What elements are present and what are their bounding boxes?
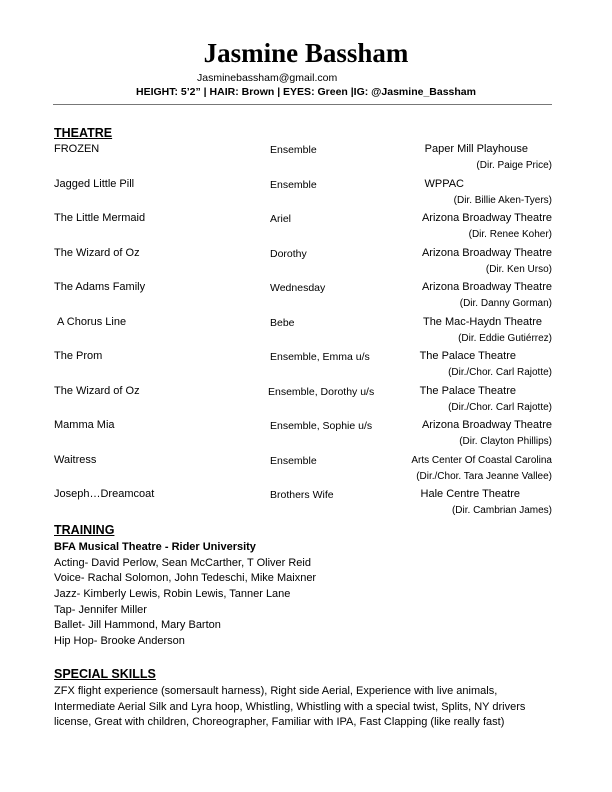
theatre-credit: [54, 281, 554, 315]
credit-director: (Dir. Billie Aken-Tyers): [453, 195, 552, 206]
theatre-credit: [54, 212, 554, 246]
email-address: Jasminebassham@gmail.com: [197, 72, 338, 84]
credit-venue: The Palace Theatre: [419, 350, 516, 362]
training-line: Ballet- Jill Hammond, Mary Barton: [54, 619, 221, 631]
training-line: Hip Hop- Brooke Anderson: [54, 635, 185, 647]
credit-venue: The Palace Theatre: [419, 385, 516, 397]
theatre-credit: [54, 454, 554, 488]
credit-director: (Dir. Danny Gorman): [459, 298, 552, 309]
credit-venue: Arizona Broadway Theatre: [421, 212, 552, 224]
credit-role: Wednesday: [270, 282, 326, 294]
credit-venue: The Mac-Haydn Theatre: [422, 316, 542, 328]
credit-show: Mamma Mia: [54, 419, 115, 431]
theatre-credit: [54, 316, 554, 350]
credit-role: Ensemble, Dorothy u/s: [268, 386, 375, 398]
credit-show: The Prom: [54, 350, 103, 362]
training-heading: TRAINING: [54, 523, 115, 537]
credit-director: (Dir. Ken Urso): [485, 264, 552, 275]
credit-role: Ensemble: [270, 179, 317, 191]
header-divider: [53, 104, 552, 105]
credit-role: Dorothy: [270, 248, 307, 260]
theatre-credit: [54, 247, 554, 281]
credit-role: Brothers Wife: [270, 489, 334, 501]
special-skills-heading: SPECIAL SKILLS: [54, 667, 156, 681]
credit-director: (Dir./Chor. Carl Rajotte): [448, 367, 552, 378]
theatre-credit: [54, 419, 554, 453]
credit-show: The Adams Family: [54, 281, 146, 293]
credit-venue: Paper Mill Playhouse: [424, 143, 528, 155]
credit-venue: Arizona Broadway Theatre: [421, 281, 552, 293]
credit-role: Ariel: [270, 213, 292, 225]
credit-venue: WPPAC: [424, 178, 464, 190]
credit-director: (Dir. Clayton Phillips): [459, 436, 552, 447]
credit-show: A Chorus Line: [57, 316, 127, 328]
credit-director: (Dir./Chor. Tara Jeanne Vallee): [416, 471, 552, 482]
credit-show: Joseph…Dreamcoat: [54, 488, 155, 500]
training-line: Acting- David Perlow, Sean McCarther, T Oliver Reid: [54, 557, 311, 569]
theatre-credit: [54, 385, 554, 419]
training-line: Voice- Rachal Solomon, John Tedeschi, Mike Maixner: [54, 572, 317, 584]
credit-show: Jagged Little Pill: [54, 178, 135, 190]
credit-show: FROZEN: [54, 143, 100, 155]
credit-role: Ensemble: [270, 455, 317, 467]
credit-director: (Dir. Eddie Gutiérrez): [458, 333, 552, 344]
credit-role: Bebe: [270, 317, 295, 329]
credit-director: (Dir. Cambrian James): [451, 505, 552, 516]
theatre-credit: [54, 178, 554, 212]
credit-role: Ensemble: [270, 144, 317, 156]
credit-director: (Dir./Chor. Carl Rajotte): [448, 402, 552, 413]
training-line: Tap- Jennifer Miller: [54, 604, 147, 616]
credit-show: Waitress: [54, 454, 97, 466]
credit-show: The Wizard of Oz: [54, 247, 140, 259]
physical-stats: HEIGHT: 5’2” | HAIR: Brown | EYES: Green |IG: @Jasmine_Bassham: [136, 86, 476, 98]
credit-venue: Arts Center Of Coastal Carolina: [411, 455, 552, 466]
theatre-credit: [54, 488, 554, 522]
credit-director: (Dir. Paige Price): [476, 160, 552, 171]
credit-role: Ensemble, Emma u/s: [270, 351, 370, 363]
credit-role: Ensemble, Sophie u/s: [270, 420, 373, 432]
training-degree: BFA Musical Theatre - Rider University: [54, 541, 256, 553]
theatre-credit: [54, 350, 554, 384]
credit-show: The Wizard of Oz: [54, 385, 140, 397]
resume-name: Jasmine Bassham: [203, 38, 409, 68]
training-line: Jazz- Kimberly Lewis, Robin Lewis, Tanner Lane: [54, 588, 291, 600]
theatre-credit: [54, 143, 554, 177]
credit-venue: Arizona Broadway Theatre: [421, 247, 552, 259]
special-skills-text: ZFX flight experience (somersault harness), Right side Aerial, Experience with live animals, Intermediate Aerial Silk and Lyra hoop, Whistling, Whistling with a special twist, Splits, NY drivers license, Great with children, Choreographer, Familiar with IPA, Fast Clapping (like really fast): [54, 685, 526, 728]
credit-director: (Dir. Renee Koher): [468, 229, 552, 240]
theatre-heading: THEATRE: [54, 126, 113, 140]
credit-show: The Little Mermaid: [54, 212, 146, 224]
credit-venue: Arizona Broadway Theatre: [421, 419, 552, 431]
credit-venue: Hale Centre Theatre: [420, 488, 520, 500]
